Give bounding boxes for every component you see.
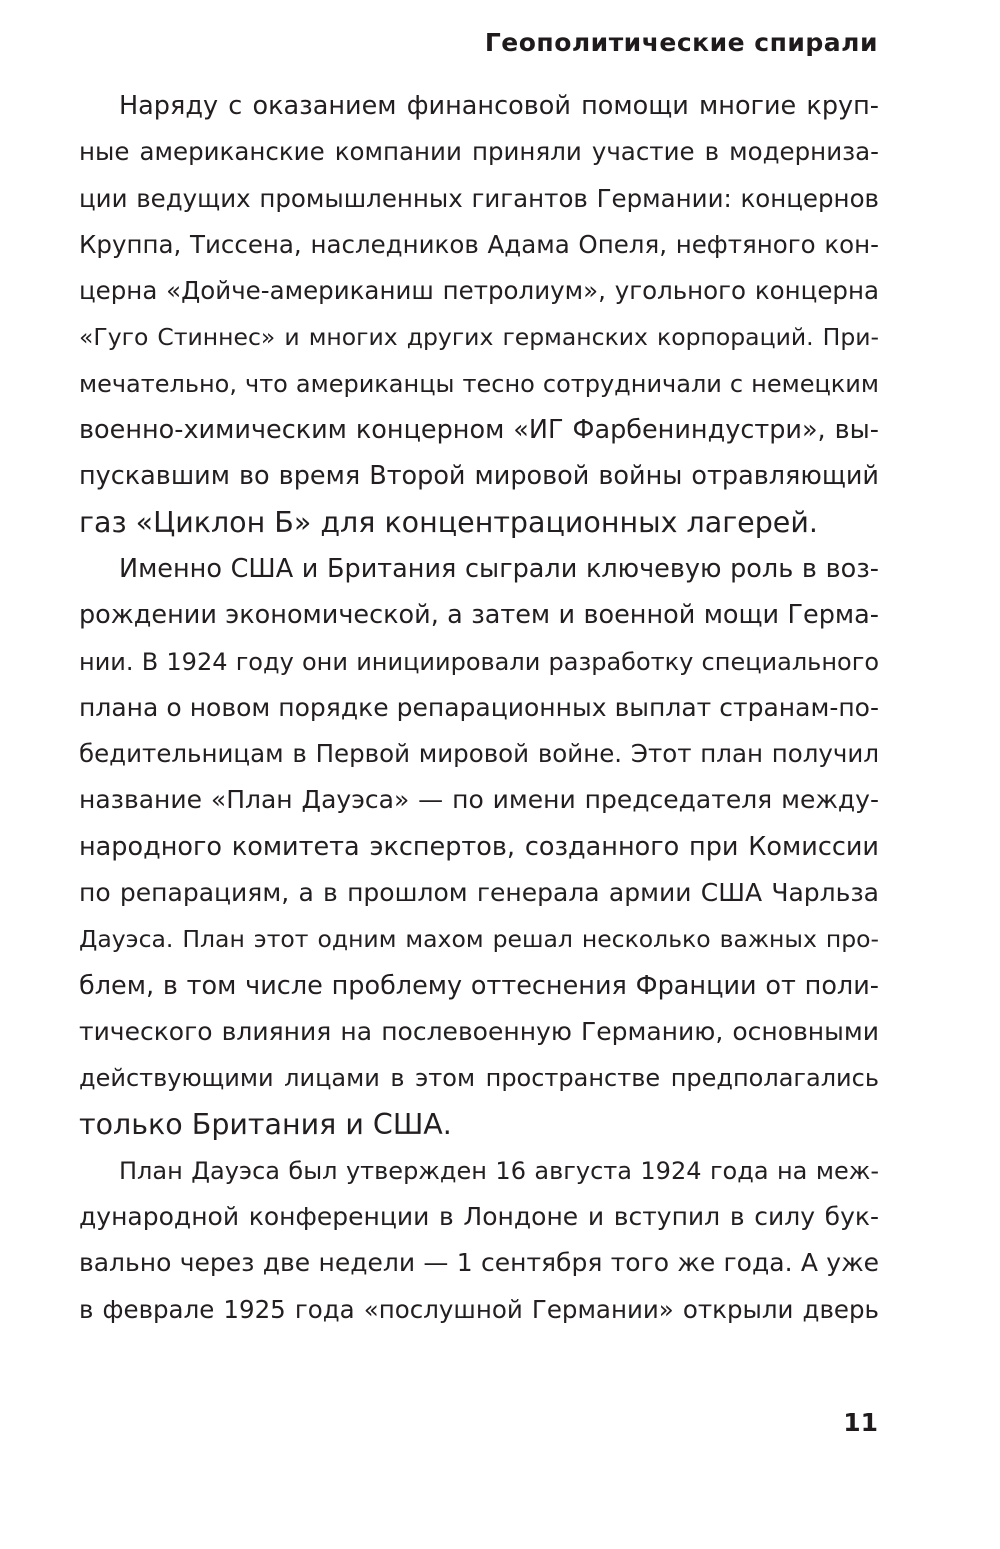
paragraph-3	[79, 1148, 879, 1333]
text-line: блем, в том числе проблему оттеснения Франции от поли-	[79, 970, 879, 1001]
text-line: газ «Циклон Б» для концентрационных лагерей.	[79, 505, 818, 539]
text-line: пускавшим во время Второй мировой войны отравляющий	[79, 461, 879, 492]
text-line: военно-химическим концерном «ИГ Фарбениндустри», вы-	[79, 415, 879, 446]
text-line: название «План Дауэса» — по имени председателя между-	[79, 785, 879, 815]
text-line: ные американские компании приняли участие в модерниза-	[79, 137, 879, 167]
text-line: только Британия и США.	[79, 1107, 452, 1141]
paragraph-1	[79, 83, 879, 546]
text-line: бедительницам в Первой мировой войне. Этот план получил	[79, 739, 879, 769]
text-line: дународной конференции в Лондоне и вступил в силу бук-	[79, 1202, 879, 1232]
text-line: Именно США и Британия сыграли ключевую роль в воз-	[119, 553, 879, 584]
paragraph-2	[79, 546, 879, 1148]
text-line: церна «Дойче-американиш петролиум», угольного концерна	[79, 276, 879, 306]
text-line: мечательно, что американцы тесно сотрудничали с немецким	[79, 369, 879, 398]
text-line: в феврале 1925 года «послушной Германии» открыли дверь	[79, 1294, 879, 1324]
text-line: рождении экономической, а затем и военной мощи Герма-	[79, 600, 879, 631]
text-line: План Дауэса был утвержден 16 августа 1924 года на меж-	[119, 1156, 879, 1185]
page-number: 11	[843, 1408, 878, 1437]
text-line: народного комитета экспертов, созданного при Комиссии	[79, 831, 879, 862]
body-text	[79, 83, 879, 1333]
text-line: по репарациям, а в прошлом генерала армии США Чарльза	[79, 878, 879, 908]
text-line: Круппа, Тиссена, наследников Адама Опеля, нефтяного кон-	[79, 229, 879, 259]
text-line: действующими лицами в этом пространстве предполагались	[79, 1064, 879, 1093]
text-line: нии. В 1924 году они инициировали разработку специального	[79, 647, 879, 676]
text-line: «Гуго Стиннес» и многих других германских корпораций. При-	[79, 323, 879, 352]
text-line: тического влияния на послевоенную Германию, основными	[79, 1016, 879, 1046]
text-line: плана о новом порядке репарационных выплат странам-по-	[79, 692, 879, 722]
running-head: Геополитические спирали	[484, 28, 878, 57]
text-line: Наряду с оказанием финансовой помощи многие круп-	[119, 91, 879, 121]
text-line: вально через две недели — 1 сентября того же года. А уже	[79, 1248, 879, 1278]
text-line: Дауэса. План этот одним махом решал несколько важных про-	[79, 925, 879, 954]
text-line: ции ведущих промышленных гигантов Германии: концернов	[79, 183, 879, 213]
